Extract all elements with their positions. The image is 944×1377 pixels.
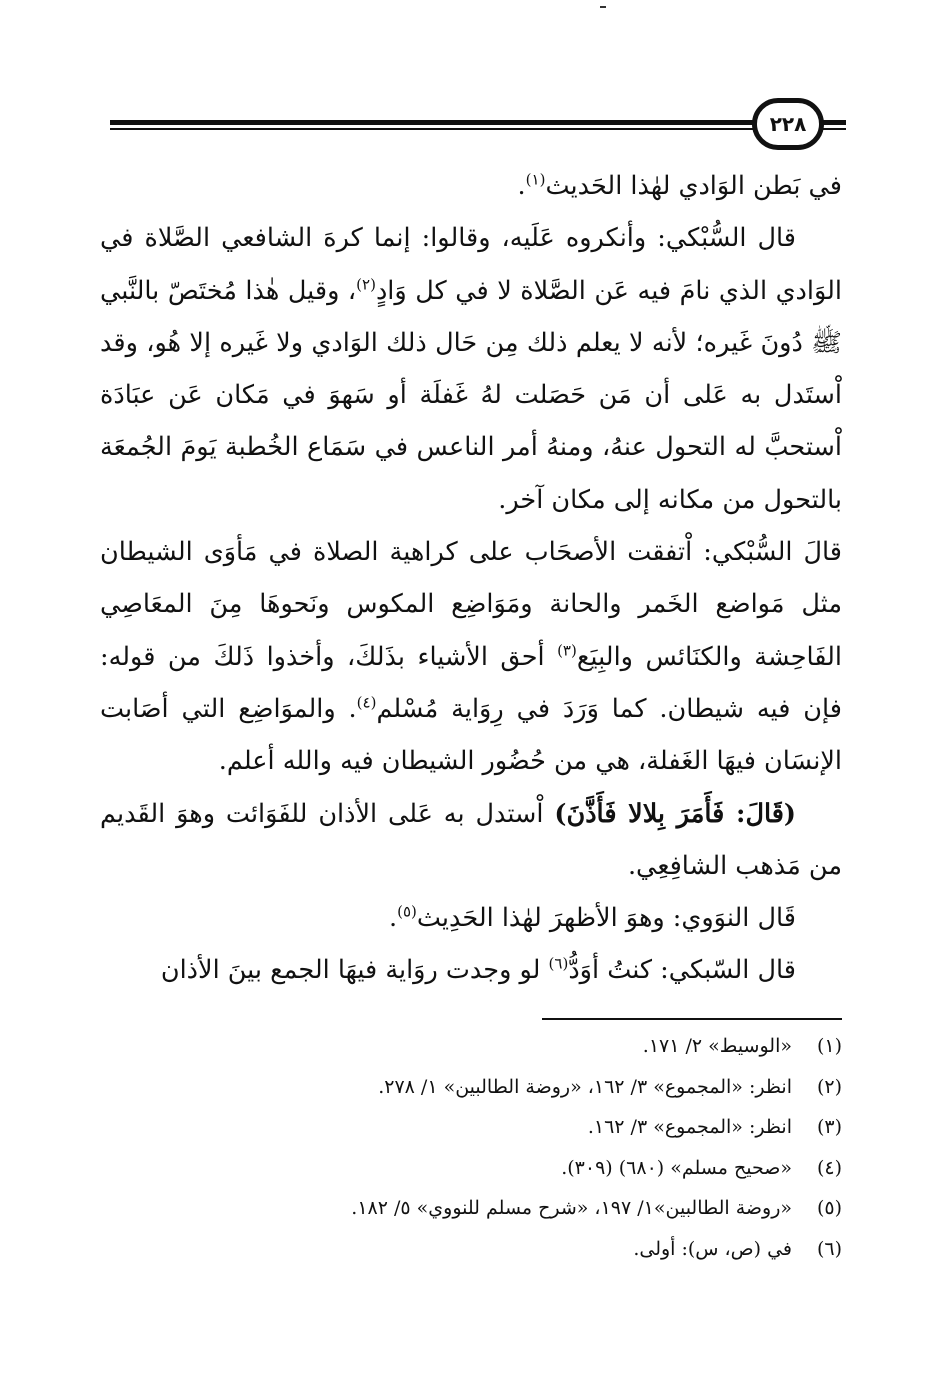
paragraph: [100, 892, 842, 944]
paragraph: [100, 944, 842, 996]
footnote-ref: (١): [525, 170, 546, 189]
footnote-separator: [542, 1018, 842, 1020]
text-run: ، وقيل هٰذا مُختَصّ بالنَّبي ﷺ دُونَ غَيره؛ لأنه لا يعلم ذلك مِن حَال ذلك الوَادي ولا غَيره إلا هُو، وقد اْستَدل به عَلى أن مَن حَصَلت لهُ غَفلَة أو سَهوَ في مَكان عَن عبَادَة اْستحبَّ له التحول عنهُ، ومنهُ أمر الناعس في سَمَاع الخُطبة يَومَ الجُمعَة بالتحول من مكانه إلى مكان آخر.: [100, 275, 842, 515]
footnote-text: انظر: «المجموع» ٣/ ١٦٢.: [587, 1116, 792, 1138]
header-rule-thin: [110, 128, 756, 130]
footnote-ref: (٣): [557, 641, 577, 660]
footnote-ref: (٤): [356, 693, 377, 712]
text-run: لو وجدت روَاية فيهَا الجمع بينَ الأذان: [160, 955, 549, 986]
footnote-text: «الوسيط» ٢/ ١٧١.: [642, 1035, 792, 1057]
footnote-text: «روضة الطالبين»١/ ١٩٧، «شرح مسلم للنووي» ٥/ ١٨٢.: [351, 1197, 792, 1219]
text-run: في بَطن الوَادي لهٰذا الحَديث: [545, 171, 842, 201]
footnote-ref: (٢): [356, 275, 376, 294]
footnote: [100, 1229, 842, 1270]
header-rule-right: [822, 120, 846, 125]
footnote: [100, 1107, 842, 1148]
footnote: [100, 1026, 842, 1067]
footnote: [100, 1188, 842, 1229]
footnote: [100, 1148, 842, 1189]
text-run: أحق الأشياء بذَلكَ، وأخذوا ذَلكَ من قوله: فإن فيه شيطان. كما وَرَدَ في رِوَاية مُسْلم: [100, 641, 842, 724]
footnote-text: في (ص، س): أولى.: [633, 1237, 792, 1260]
footnote-text: «صحيح مسلم» (٦٨٠) (٣٠٩).: [561, 1156, 792, 1179]
footnote-ref: (٥): [397, 902, 417, 921]
footnotes: [100, 1026, 842, 1269]
footnote-number: (٦): [816, 1237, 842, 1260]
text-run: . والموَاضِع التي أصَابت الإنسَان فيهَا الغَفلة، هي من حُضُور الشيطان فيه والله أعلم.: [100, 693, 842, 777]
footnote-number: (٢): [816, 1075, 842, 1098]
paragraph: [100, 160, 842, 212]
footnote-number: (٣): [816, 1116, 842, 1138]
text-run: قَال النوَوي: وهوَ الأظهرَ لهٰذا الحَدِيث: [416, 903, 796, 934]
text-run: قالَ السُّبْكي: اْتفقت الأصحَاب على كراهية الصلاة في مَأوَى الشيطان مثل مَواضع الخَمر والحانة ومَوَاضِع المكوس ونَحوهَا مِنَ المعَاصِي الفَاحِشة والكنَائس والبِيَع: [100, 537, 842, 672]
text-run: اْستدل به عَلى الأذان للفَوَائت وهوَ القَديم من مَذهب الشافِعِي.: [100, 798, 842, 881]
paragraph: [100, 212, 842, 526]
text-run: .: [388, 903, 398, 934]
footnote-number: (٥): [816, 1197, 842, 1219]
footnote-text: انظر: «المجموع» ٣/ ١٦٢، «روضة الطالبين» ١/ ٢٧٨.: [378, 1075, 792, 1098]
body-text: [100, 160, 842, 997]
footnote: [100, 1067, 842, 1108]
text-run: قال السّبكي: كنتُ أوَدُّ: [568, 955, 796, 986]
text-run: قال السُّبْكي: وأنكروه عَلَيه، وقالوا: إنما كرهَ الشافعي الصَّلاة في الوَادي الذي نامَ فيه عَن الصَّلاة لا في كل وَادٍ: [100, 223, 842, 306]
bold-text: (قَالَ: فَأَمَرَ بِلالا فَأَذَّنَ): [554, 798, 797, 829]
header-rule-right-thin: [822, 128, 846, 130]
scan-mark: [600, 6, 606, 8]
footnote-number: (٤): [816, 1156, 842, 1179]
footnote-ref: (٦): [548, 954, 569, 973]
page-header: [110, 96, 846, 156]
header-rule-thick: [110, 120, 756, 125]
footnote-number: (١): [816, 1035, 842, 1057]
paragraph: [100, 526, 842, 787]
page-number: ٢٢٨: [752, 98, 824, 150]
text-run: .: [517, 171, 526, 201]
paragraph: [100, 788, 842, 893]
